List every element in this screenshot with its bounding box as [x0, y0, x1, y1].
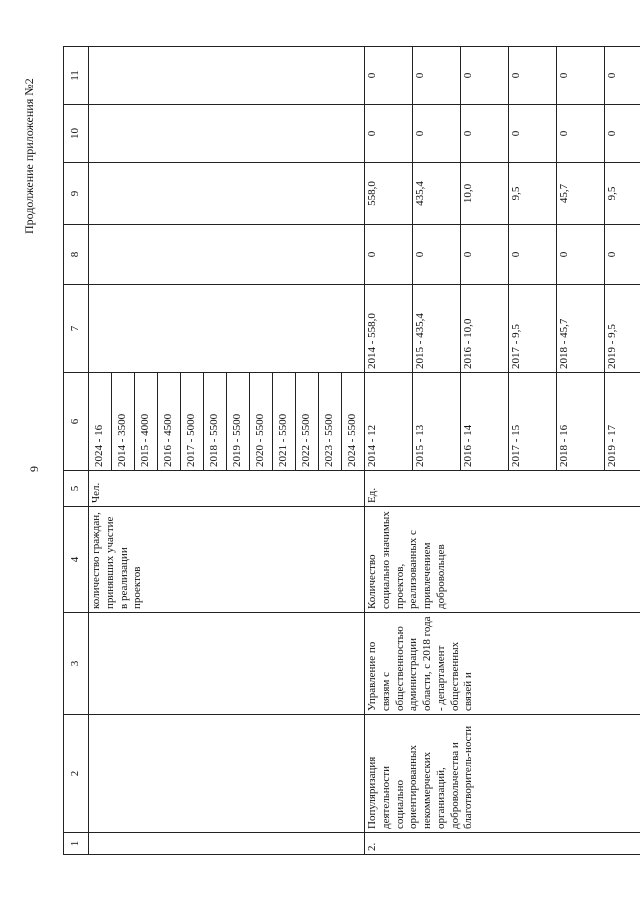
- target-value: 2014 - 3500: [112, 373, 135, 470]
- appendix-table: [63, 46, 640, 855]
- funding-col8: 0: [509, 225, 557, 285]
- target-value: 2015 - 13: [413, 373, 461, 471]
- funding-col10: 0: [605, 105, 640, 163]
- target-value: 2017 - 5000: [181, 373, 204, 470]
- funding-col8: 0: [557, 225, 605, 285]
- empty-cell: [89, 163, 365, 225]
- unit-cell: Ед.: [365, 471, 640, 507]
- row-number: 2.: [365, 833, 640, 855]
- empty-cell: [89, 105, 365, 163]
- rotated-table-container: [63, 47, 618, 855]
- running-title: Продолжение приложения №2: [22, 78, 36, 234]
- target-value: 2020 - 5500: [250, 373, 273, 470]
- funding-col8: 0: [461, 225, 509, 285]
- col-header-4: 4: [64, 507, 89, 613]
- funding-total: 2019 - 9,5: [605, 285, 640, 373]
- target-value: 2017 - 15: [509, 373, 557, 471]
- funding-col9: 9,5: [509, 163, 557, 225]
- empty-cell: [89, 613, 365, 715]
- funding-total: 2017 - 9,5: [509, 285, 557, 373]
- funding-col8: 0: [365, 225, 413, 285]
- funding-col10: 0: [413, 105, 461, 163]
- col-header-5: 5: [64, 471, 89, 507]
- col-header-9: 9: [64, 163, 89, 225]
- col-header-11: 11: [64, 47, 89, 105]
- funding-col11: 0: [509, 47, 557, 105]
- col-header-3: 3: [64, 613, 89, 715]
- funding-col11: 0: [605, 47, 640, 105]
- indicator-cell: количество граждан, принявших участие в реализации проектов: [89, 507, 365, 613]
- target-value: 2018 - 16: [557, 373, 605, 471]
- funding-col11: 0: [461, 47, 509, 105]
- empty-cell: [89, 715, 365, 833]
- target-value: 2015 - 4000: [135, 373, 158, 470]
- funding-col11: 0: [413, 47, 461, 105]
- funding-col11: 0: [365, 47, 413, 105]
- col-header-10: 10: [64, 105, 89, 163]
- funding-col9: 45,7: [557, 163, 605, 225]
- funding-col8: 0: [413, 225, 461, 285]
- measure-name: Популяризация деятельности социально ориентированных некоммерческих организаций, добровольчества и благотворитель-ности: [365, 715, 640, 833]
- funding-col9: 558,0: [365, 163, 413, 225]
- target-value: 2018 - 5500: [204, 373, 227, 470]
- funding-col9: 10,0: [461, 163, 509, 225]
- funding-total: 2015 - 435,4: [413, 285, 461, 373]
- target-value: 2016 - 14: [461, 373, 509, 471]
- column-number-row: [64, 47, 89, 855]
- funding-col10: 0: [461, 105, 509, 163]
- funding-col9: 435,4: [413, 163, 461, 225]
- empty-cell: [89, 47, 365, 105]
- funding-col10: 0: [365, 105, 413, 163]
- indicator-cell: Количество социально значимых проектов, реализованных с привлечением добровольцев: [365, 507, 640, 613]
- col-header-6: 6: [64, 373, 89, 471]
- target-value: 2019 - 5500: [227, 373, 250, 470]
- empty-cell: [89, 833, 365, 855]
- col-header-7: 7: [64, 285, 89, 373]
- page-number: 9: [27, 466, 41, 472]
- target-value: 2024 - 16: [89, 373, 112, 470]
- funding-col8: 0: [605, 225, 640, 285]
- empty-cell: [89, 285, 365, 373]
- funding-col9: 9,5: [605, 163, 640, 225]
- table-row: [89, 47, 365, 855]
- funding-col10: 0: [509, 105, 557, 163]
- unit-cell: Чел.: [89, 471, 365, 507]
- col-header-8: 8: [64, 225, 89, 285]
- target-value: 2014 - 12: [365, 373, 413, 471]
- table-row: [365, 47, 413, 855]
- target-value: 2023 - 5500: [319, 373, 342, 470]
- funding-total: 2016 - 10,0: [461, 285, 509, 373]
- target-values-cell: [89, 373, 365, 471]
- col-header-1: 1: [64, 833, 89, 855]
- funding-total: 2014 - 558,0: [365, 285, 413, 373]
- target-value: 2019 - 17: [605, 373, 640, 471]
- col-header-2: 2: [64, 715, 89, 833]
- funding-col10: 0: [557, 105, 605, 163]
- funding-col11: 0: [557, 47, 605, 105]
- target-value: 2016 - 4500: [158, 373, 181, 470]
- funding-total: 2018 - 45,7: [557, 285, 605, 373]
- target-value: 2024 - 5500: [346, 413, 358, 467]
- executor-cell: Управление по связям с общественностью администрации области, с 2018 года - департамент общественных связей и: [365, 613, 640, 715]
- target-value: 2021 - 5500: [273, 373, 296, 470]
- empty-cell: [89, 225, 365, 285]
- target-value: 2022 - 5500: [296, 373, 319, 470]
